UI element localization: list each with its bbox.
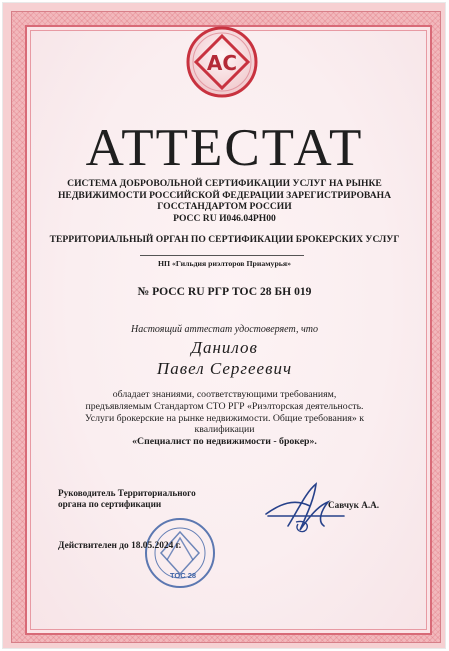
document-title: АТТЕСТАТ (85, 119, 364, 177)
attests-statement: Настоящий аттестат удостоверяет, что (131, 324, 318, 335)
organization-underline (140, 255, 304, 256)
qualification-line-1: обладает знаниями, соответствующими требованиям, (112, 389, 337, 400)
leader-line-2: органа по сертификации (58, 499, 162, 509)
validity-date: Действителен до 18.05.2024 г. (58, 541, 182, 551)
certification-system (0, 178, 449, 224)
holder-surname: Данилов (191, 338, 258, 357)
qualification-text (0, 389, 449, 448)
registration-number: № РОСС RU РГР ТОС 28 БН 019 (137, 285, 312, 298)
holder-given-name: Павел Сергеевич (156, 359, 293, 378)
stamp-label: ТОС 28 (170, 571, 197, 580)
organization-name: НП «Гильдия риэлторов Приамурья» (157, 259, 292, 268)
system-line-4: РОСС RU И046.04РН00 (173, 212, 276, 224)
system-line-1: СИСТЕМА ДОБРОВОЛЬНОЙ СЕРТИФИКАЦИИ УСЛУГ НА РЫНКЕ (67, 178, 382, 189)
holder-name (0, 337, 449, 379)
signer-name: Савчук А.А. (328, 500, 380, 510)
system-line-3: ГОССТАНДАРТОМ РОССИИ (157, 201, 292, 213)
qualification-line-3: Услуги брокерские на рынке недвижимости. Общие требования» к (85, 412, 364, 424)
qualification-title: «Специалист по недвижимости - брокер». (132, 436, 317, 448)
logo-letters: АС (206, 51, 238, 75)
system-line-2: НЕДВИЖИМОСТИ РОССИЙСКОЙ ФЕДЕРАЦИИ ЗАРЕГИСТРИРОВАНА (57, 189, 392, 201)
organization-logo (186, 26, 258, 98)
qualification-line-2: предъявляемым Стандартом СТО РГР «Риэлторская деятельность. (85, 400, 364, 412)
territorial-body: ТЕРРИТОРИАЛЬНЫЙ ОРГАН ПО СЕРТИФИКАЦИИ БРОКЕРСКИХ УСЛУГ (49, 234, 400, 245)
leader-title (58, 488, 196, 510)
leader-line-1: Руководитель Территориального (58, 488, 196, 498)
qualification-line-4: квалификации (194, 424, 255, 436)
